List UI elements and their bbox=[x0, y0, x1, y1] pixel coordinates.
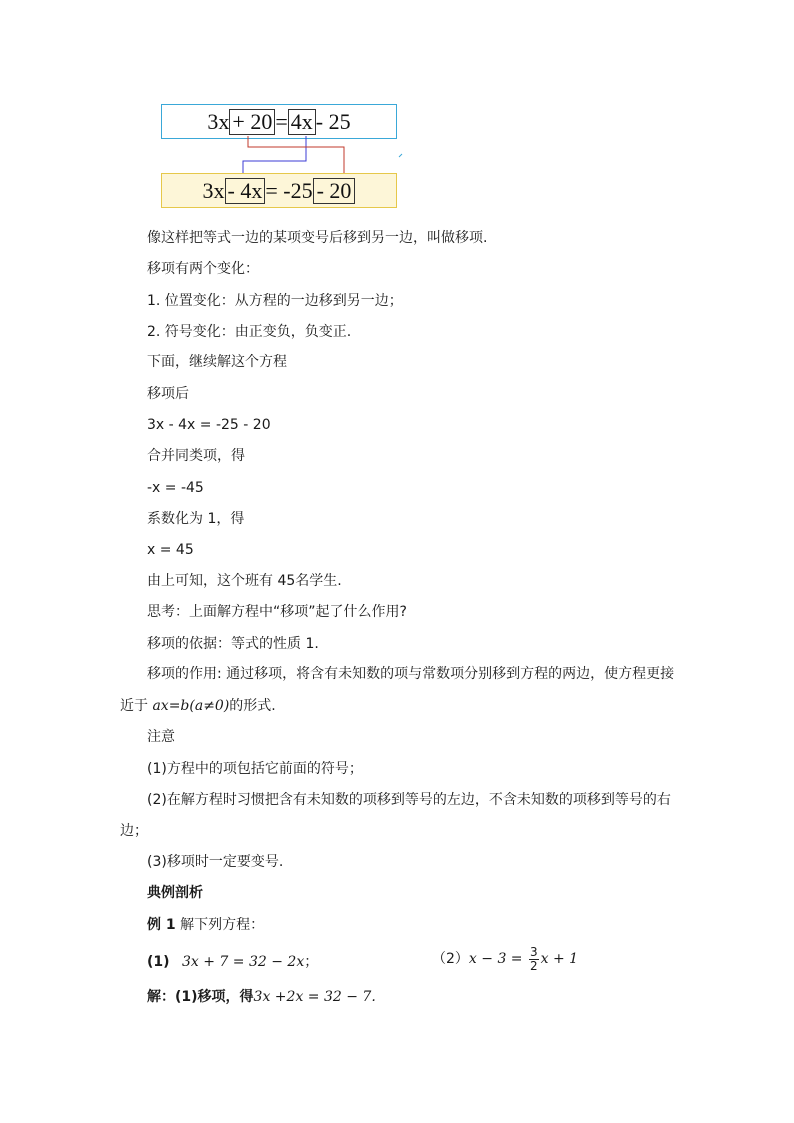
fraction-denominator: 2 bbox=[530, 958, 538, 973]
purpose-prefix: 近于 bbox=[120, 698, 153, 714]
step-1-equation: 3x - 4x = -25 - 20 bbox=[147, 417, 271, 433]
problem-2-label: （2） bbox=[432, 951, 469, 967]
purpose-text-line-2 bbox=[120, 696, 276, 716]
problem-1 bbox=[147, 952, 318, 972]
term-minus-20-boxed: - 20 bbox=[313, 178, 356, 204]
term-4x-boxed: 4x bbox=[288, 109, 316, 135]
step-2-equation: -x = -45 bbox=[147, 480, 204, 496]
basis-text: 移项的依据：等式的性质 1. bbox=[147, 636, 319, 652]
equals-sign: = bbox=[275, 108, 288, 134]
problem-1-suffix: ； bbox=[304, 954, 319, 970]
note-2-line-1: (2)在解方程时习惯把含有未知数的项移到等号的左边，不含未知数的项移到等号的右 bbox=[147, 792, 671, 808]
continue-text: 下面，继续解这个方程 bbox=[147, 354, 287, 370]
note-2-line-2: 边； bbox=[120, 823, 148, 839]
solution-line bbox=[147, 987, 376, 1007]
purpose-text-line-1: 移项的作用: 通过移项，将含有未知数的项与常数项分别移到方程的两边，使方程更接 bbox=[147, 666, 675, 682]
term-3x: 3x bbox=[207, 108, 230, 134]
step-3-equation: x = 45 bbox=[147, 542, 194, 558]
purpose-suffix: 的形式. bbox=[229, 698, 276, 714]
problem-1-label: (1) bbox=[147, 954, 170, 970]
definition-text: 像这样把等式一边的某项变号后移到另一边，叫做移项. bbox=[147, 230, 488, 246]
conclusion-text: 由上可知，这个班有 45名学生. bbox=[147, 573, 342, 589]
move-term-arrows bbox=[0, 0, 794, 230]
term-minus-4x-boxed: - 4x bbox=[225, 178, 266, 204]
two-changes-text: 移项有两个变化： bbox=[147, 261, 259, 277]
fraction-three-halves bbox=[529, 946, 539, 973]
fraction-numerator: 3 bbox=[530, 944, 538, 959]
change-1-text: 1. 位置变化：从方程的一边移到另一边； bbox=[147, 293, 403, 309]
arrow-20-to-right bbox=[248, 136, 344, 178]
combine-text: 合并同类项，得 bbox=[147, 448, 245, 464]
change-2-text: 2. 符号变化：由正变负，负变正. bbox=[147, 324, 352, 340]
note-title: 注意 bbox=[147, 729, 175, 745]
solution-equation: 3x +2x = 32 − 7. bbox=[253, 989, 376, 1005]
section-title: 典例剖析 bbox=[147, 885, 203, 901]
standard-form: ax=b(a≠0) bbox=[152, 698, 230, 714]
term-3x: 3x bbox=[202, 177, 225, 203]
example-label: 例 1 bbox=[147, 917, 176, 933]
arrow-4x-to-left bbox=[243, 136, 306, 178]
think-question: 思考：上面解方程中“移项”起了什么作用? bbox=[147, 604, 407, 620]
moved-equation-box bbox=[161, 173, 397, 208]
problem-1-equation: 3x + 7 = 32 − 2x bbox=[182, 954, 305, 970]
term-plus-20-boxed: + 20 bbox=[229, 109, 275, 135]
term-minus-25: - 25 bbox=[315, 108, 351, 134]
note-3: (3)移项时一定要变号. bbox=[147, 854, 284, 870]
solution-label: 解：(1)移项，得 bbox=[147, 989, 254, 1005]
example-text: 解下列方程： bbox=[175, 917, 265, 933]
example-heading bbox=[147, 915, 264, 935]
problem-2 bbox=[432, 945, 578, 973]
problem-2-left: x − 3 = bbox=[468, 951, 527, 967]
after-move-text: 移项后 bbox=[147, 386, 189, 402]
stray-mark bbox=[399, 154, 402, 157]
note-1: (1)方程中的项包括它前面的符号； bbox=[147, 761, 363, 777]
coefficient-text: 系数化为 1，得 bbox=[147, 511, 245, 527]
equals-minus-25: = -25 bbox=[265, 177, 313, 203]
problem-2-right: x + 1 bbox=[540, 951, 579, 967]
